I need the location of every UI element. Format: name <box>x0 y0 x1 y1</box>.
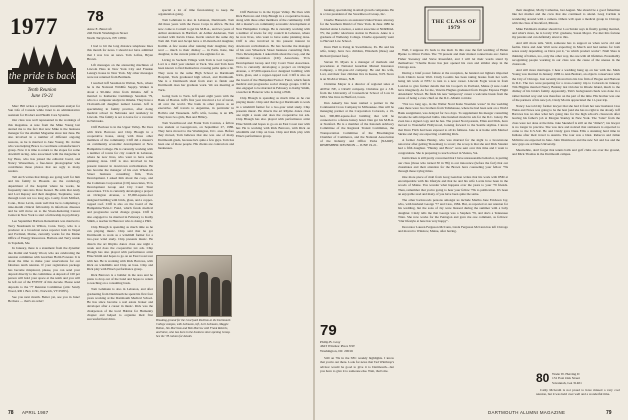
address-line: North Tarrytown, NY 10591 <box>87 35 127 40</box>
paragraph: Lift messages on the answering machines of Lincoln Hass in New York City and Frankie Leung's house in New York. My other messages were not returned from Bermuda. <box>87 62 153 80</box>
person-figure <box>175 274 184 316</box>
paragraph: Chip Blough is spending as much time as he can playing music. Chip said that he got Dartmouth to work as a windmill farmer for a two-year wind study. Chip presents music. He directs the art Rhymo dance class one night a week and does the cooperative tax ads. Chip Blough has also played with performance artist Elise Smith and hopes to go on an East Coast tour with her. He is working with Rick Barrows, with Rick on windmills and Chip on bass. Chip and Rick play with Elise's performance group. <box>87 224 153 272</box>
paragraph: Dave Hall is living in Swarthmore, Pa. He and his wife, Jenny, have two children, Elizabeth (three) and Richard (turned four). <box>320 45 394 58</box>
class-number-80: 80 <box>536 371 550 385</box>
paragraph: Decorator Lauren Ferguson McCann, Linda Ferguson McCann has left Chicago and moved to Winslow, Maine, after having. <box>398 224 508 234</box>
address-line: Philip B. Gray <box>320 340 341 344</box>
class-1979-column-start <box>320 8 394 204</box>
paragraph: Rick Barrows is a builder in the area and he plans to drop out of the band and hopes to return to teaching on a consulting basis. <box>87 272 153 286</box>
class-1977-column <box>8 104 80 404</box>
reunion-masthead <box>8 8 76 100</box>
paragraph: Nancy Lee told my former lawyer that she had it from her new husband. Lisa Weiss and Nowe was going to be the best (and she has no right to me about). Jeff Barrows has no idea what he's going into for the high school's classwork after leaving his father's job at Morgan Stanley in New York. The "tales" from the class were not done at the time. Jake Skenderf is still on the "dime's"; tax lawyer is no longer in practice. She was nice and noticed that stationers is expected to come to the U.S.S.R. He and Cindy gave Dana Ellis a stunning hard time in Indiana after their travel to Austria. The tour was a blast. Rebecca and Jamie McIntire are expected in June. John Westmoore and the new Sol and Joe and the new guys are at Duke University. <box>512 103 620 146</box>
right-page-number: 79 <box>606 410 612 416</box>
paragraph: See you next month. Better yet, see you in June! Be there — that's an order! <box>8 294 80 303</box>
paragraph: A former Joshua Hanley, who was married for the night to a brownstone renovator after getting 'Rosenberg to scour', the scoop is that she and Dick Stauder had a fifth daughter. "Hanley and Brow" were sent over this time and I want to congratulate. She is preparing to teach school in Vienna, VA. <box>398 137 508 155</box>
left-issue-date: APRIL 1987 <box>22 410 49 415</box>
masthead-banner: the pride is back <box>8 71 76 82</box>
paragraph: During a brief power failure at the reception, he handed out lighters imported from China's Great Wall. Cindy Loomis has been taking breaks from her well-being lab work at NYU to turn to a new career. Lincoln Fogle wrote in from London to give further details that his Cooper's in Portland, Maine (I sure could have imagined). As for me, Vencita Hughes graduated from People Express Flight Attendants' School. He finds his new 'temporary' career a welcome break from the stress of being a crew chief on the D.C.-Miami corridor. <box>398 70 508 101</box>
address-line: Washington, DC 20016 <box>320 348 353 353</box>
paragraph: Chip Blough is spending as much time as he can playing music. Chip said that he got Dartmouth to work as a windmill farmer for a two-year wind study. Chip presents music. He directs the art Rhymo dance class one night a week and does the cooperative tax ads. Chip Blough has also played with performance artist Elise Smith and hopes to go on an East Coast tour with her. He is working with Rick Barrows, with Rick on windmills and Chip on bass. Chip and Rick play with Elise's performance group. <box>236 96 310 139</box>
person-figure <box>163 278 172 316</box>
person-figure <box>187 276 196 316</box>
class-1979-column-end <box>512 8 620 368</box>
paragraph: Justin Rees is still pretty concerned that I have unreasonable behavior, is putting our class (those who turned 30 in '86) to our innocence (before the fact) that our classmates and their attention for the Brown have counseling your fellow '79s through these trying times. <box>398 156 508 174</box>
paragraph: their daughter, Molly Catherine, last August. She should be a good fisherman like her mother and the crew that she continued to attend. Greg Carlisle is wandering around with a camera. Others will open a medical group in Chicago with the class of Rockford, Illinois. <box>512 8 620 25</box>
class-1978-column-end <box>236 8 310 404</box>
address-line: 131 East Oak Street <box>552 376 580 381</box>
paragraph: Mike Feldman's mother should be: Lou Snider says in finally getting married, and what's more, he is lovely USC graduate, Susan Meyer. I've met this fortune my parents and can definitely attest to this. <box>512 26 620 40</box>
class-1979-column-opening <box>320 356 394 406</box>
reunion-dates: June 19-21 <box>30 94 54 99</box>
paragraph: The other backwoods persons amongst us include Martha Jane Erickson Jay, who, with husband George '77 and Cass, 1984. But, as reported at our reunion for his wedding, but the sons of Jay were blessed during the summer with a baby daughter. Cindy tells me that George was a Stephen '79, and she's a Tennessee Titan. She now works for the Pentagon and gave me one comment, as follows: "Our lifestyle at here has very happy". <box>398 197 508 224</box>
address-line: 4623 Windsor Place NW <box>320 344 355 349</box>
class-1978-column-continued <box>158 8 234 252</box>
left-page-number: 78 <box>8 410 14 416</box>
paragraph: "Not too long ago, in the Walter Nord Katie Woerlein wrote" In the wedding cake there were two brothers from Tallahassee, where he had been sent on a World Bank assignment, was delayed for two days. To supplement his meager consulting income he sells imported bulbs. One hundred model in ads for the D.C. lottery. He even has a signed copy and he has. The proud Nord parents, Ellen and Dick, have moved to Wonderful Hollywood, looking forward to the Seattle skyline. I know that Dave Fitch had been exposed to all its fullness. Jane is at home with Marisol Skrine and they are expecting a lambing Rick. <box>398 102 508 136</box>
class-secretary-address-80 <box>552 372 620 385</box>
paragraph: Our class was well represented in the workings of this magazine. A note from the Mike Young last alerted me to the fact that now Mike is the business manager for the Alumni Magazine since last June. He also involved in a number of different ongoing reasons, as he is married to Jane Young. Dr. Jordan who was helping Bruce to coordinate a manufacturer's group. Now it is time to return to the slopes for some downhill racing. Also associated with the magazine is Jay Hess, who has joined the editorial board, and Nancy Wasserman, a free-lance photographer who contributes those photos that are ugly to many readers. <box>8 118 80 174</box>
paragraph: Christine Meyer is a director of regional sales at ADVA/ NE, a CRAN company. Christine got a J.D. from the University of Connecticut School of Law in 1984. She lives in Hartford, Conn. <box>320 82 394 100</box>
paragraph: Living in Sachem Village with Tom is Lori Gaynor. Lori is a third year student at Tuck. She and Tom have been known to find themselves crossing paths quite a bit. They were in the same High School as Dartmouth Hospital, Tuck graduated high school, and Dartmouth. She is a Dartmouth ideal from start to finish and Dartmouth does her graduate work. We are meeting at Tuck. <box>158 57 234 92</box>
class-secretary-address-79 <box>320 340 392 353</box>
paragraph: banking, specializing in small growth companies. He is a vice president of the Swarthwood Group, Inc. <box>320 8 394 17</box>
paragraph: And still more tails. Well, someone has to support us when we're old and feeble. Dave and Ann Wall were expecting in March and had names for both sexes ready depending, as Dave put it, "as which product works". Niall Shea is thinking of babies, too, only the other way, the one with all lifetimes. Presumably recognizing people working in our class was the cause of the unease in the classroom. <box>512 40 620 67</box>
paragraph: Dan Aakerly has been named a partner in the Continental Cross Company in Milwaukee. Dan will be managing partner at the Corporation Colorado, a 19-bed, 300,000-square-foot building that will be connected to a future luxury hotel. Dan got his M.B.A. at Stanford. He is a member of the Katonah Advisory Committee of the Regional Transit Committee, the Transportation Committee of the Bloomington Chamber of Commerce, and the National Association of the Industry and Office Parks (NAIOP). REMEMBER: REUNION — JUNE 19-21. <box>320 100 394 148</box>
class-1980-column-opening <box>536 388 620 406</box>
paragraph: Tom Lehmann is also in Lebanon, and after graduating from Dartmouth he spent his first four years working at the Dartmouth Medical School. He has since become a real estate broker and developer after a career in music. Rick was the chairperson of the local Habitat for Humanity chapter and helped to organize their first successful fund drive. <box>87 287 153 322</box>
paragraph: I reached Jeff Sassman in Walton, Neb., where he is the National Wildlife Supply. Walker is about a 90-mile drive from Omaha. Jeff is married to Katherine Cummings Sassman '79, who is a computer analyst in Omaha. They have a 19-month-old daughter named Lauren. Jeff is specializing in family practice, after doing medical school in Nebraska and residency in Lincoln. The family is set to leave for a vacation in Nebraska. <box>87 81 153 124</box>
paragraph: special a lot of time fund-raising to keep the organization going. <box>158 8 234 17</box>
groundbreaking-photo <box>156 255 232 317</box>
paragraph: Cathy McGrath is not proud to have missed a very cool reunion, but it was held over well and a wonderful time. <box>536 388 620 397</box>
page-gutter <box>313 0 315 420</box>
paragraph: Lee September Barbara Reisenburn was married to Terry Nussbaum in Wilton, Conn. Terry, who is a producer at a broadcast news reporter both in Nepal and Portland, Maine, currently works for the Maine Office of Energy Resources. Barbara and Terry reside in Topsham, Me. <box>8 219 80 245</box>
paragraph: Marc Bill writes a properly investment analyst for Sun Life of Canada while Janet is an administrative assistant for Product and Health Care Systems. <box>8 104 80 117</box>
paragraph: Well, I suppose it's back to the mail. In this case the full wedding of Helen Bjerke to Oliver Pollan. The '79 present and their mutual connections are: Janice Fisher Sweeney and Steve Rosenfeld, and I will let their words stand by themselves: "Charlie Rowe has just opened his own and similar shop in the Chicago area. <box>398 48 508 69</box>
masthead-year: 1977 <box>10 14 58 39</box>
paragraph: Meanwhile, don't forget that tennis balls and golf clubs are over the ground, and Mick Thomas in the Dartmouth campus. <box>512 147 620 156</box>
person-figure <box>211 277 220 316</box>
paragraph: And still more marriages. I hear a wedding hung up on her with me. Mark Young was married in January 1986 to Ann Boshart, an objects conservator with the City of Chicago. Just recently moved into his law firm of Hogan and Hartson in D.C. The two were preparing for a cross-country trip to Colorado in January. Tim Higgins married Nancy Barkley last October in Rhode Island, much to the dismay of his bride's family. Apparently, Tim's background check was done in a rather hurried way and was therefore on the part of the time. His brother was one of the partners of his new job, Cindy Morris appreciated the 11-year trip. <box>512 68 620 102</box>
class-1979-column-middle <box>398 48 508 404</box>
person-figure <box>199 272 208 316</box>
paragraph: In January, there is a statement from the dynamic duo Romit and Sandy Wood, who are celebrating the reunion committee with Gretchen Holm Forester. It is about the time to make your reservations for our fabulous tenth reunion. If your registration package has become misplaced, please, you can send your deposit directly to the committee. A deposit of 100 per person will hold your space at the tenth and you will be left out of the EVENT of this decade. Please send deposits to the '77 Reunion Committee (attn: Sandy Wood, RD 1 Box 113C, Norwich, VT 05055). <box>8 246 80 293</box>
class-secretary-address-78 <box>87 27 153 40</box>
logo-text: THE CLASS OF 1979 <box>431 19 477 31</box>
paragraph: Cliff Barbour is in the Upper Valley. He lives with Rick Barrows and Chip Blough in a cooperative house, along with three other members of the community. Cliff did a master's on community economic development at New Hampshire College. He is currently working with a number of towns for city council in Lebanon, where he now lives, who want to have some planning done. Cliff is also involved in his present interest in downtown revitalization. He has become the manager of his own Wheelock Street business consulting firm, TGG Development. I asked him about the coop, and the Commons Corporation (CD) Associates, TCG Development Group and City Court Trust Associates. TCG is currently developing a project on Ovington Avenue, a 67,000-square-foot designed building with brick, glass, and a copper-topped roof. Cliff is also on the board of the Hampshire/Twin-C Fund, which funds medical and progressive social change groups. Cliff is also engaged to be married in February to Kathy Smith, a teacher in Hanover who is doing a PhD. <box>87 125 153 223</box>
paragraph: Tom Lehmann is also in Lebanon, Dartmouth. Tom did three years with the Peace Corps in Africa. He has now come to Cornell to get his M.B.A., and two years of Arthur Andersen in Hartford. At Arthur Andersen, Tom worked with Kevin Chase. Kevin started the same day Tom did. Tom and Jacqui have a 10-month-old daughter, Kaitlin. A few weeks after running their daughter, they wed — much to their dismay — in Paris. Kate, like daughter, is the current pride of the eighties for us. <box>158 18 234 57</box>
paragraph: Cliff Barbour is in the Upper Valley. He lives with Rick Barrows and Chip Blough in a cooperative house, along with three other members of the community. Cliff did a master's on community economic development at New Hampshire College. He is currently working with a number of towns for city council in Lebanon, where he now lives, who want to have some planning done. Cliff is also involved in his present interest in downtown revitalization. He has become the manager of his own Wheelock Street business consulting firm, TGG Development. I asked him about the coop, and the Commons Corporation (CD) Associates, TCG Development Group and City Court Trust Associates. TCG is currently developing a project on Ovington Avenue, a 67,000-square-foot designed building with brick, glass, and a copper-topped roof. Cliff is also on the board of the Hampshire/Twin-C Fund, which funds medical and progressive social change groups. Cliff is also engaged to be married in February to Kathy Smith, a teacher in Hanover who is doing a PhD. <box>236 9 310 95</box>
address-line: 246 North Washington Street <box>87 31 128 36</box>
paragraph: Still on 79s in the SEC weekly highlights. I know that you're out there. Look for news that Ted Winthrop's advisor would be good to give it to Dartmouth—but you have to give it to someone else. Wait, that's me. <box>320 356 394 373</box>
masthead-reunion <box>8 88 76 100</box>
photo-caption: Breaking ground for the Courtyard Pavilion at the Dartmouth College campus, with Lehmann, left, Lori Lehmann, Maggie Bolton, Jim Morrison and Bob Morrow with Frank Roberts, and Steve, who has been in the business since opening Group. See the '78 column for details. <box>156 318 231 338</box>
paragraph: Steven W. Myers is a manager of methods and procedures at National Guardian Mutual Insurance Company, a 60-year-old company. He and his wife, Lori, and their four children live in Keene, N.H. Steve is an NGM at Weare, N.H. <box>320 59 394 81</box>
class-1978-column <box>87 44 153 404</box>
class-number-78: 78 <box>87 8 104 25</box>
address-line: Savannah, GA 31401 <box>552 380 582 385</box>
paragraph: Tell Arch writes that things are going well for him and his family in Phoenix. As the cardiology department of the hospital where he works, he frequently runs into Dave Kessel. He adds that Andy and Lori Repasy and their daughter, Stephanie, were through town not too long ago. Lastly, from Milford, Conn., Dave Levin, stark well that he is completing a nine-month clinical fellowship in infectious diseases and he will move on to the Sloan-Kettering Cancer Center in New York to start a fellowship in psychiatry. <box>8 175 80 218</box>
reunion-title: Tenth Reunion <box>27 88 57 93</box>
pine-trees-illustration <box>12 42 76 70</box>
right-magazine-name: DARTMOUTH ALUMNI MAGAZINE <box>488 410 566 415</box>
person-figure <box>222 280 231 316</box>
class-1979-logo <box>424 6 484 44</box>
paragraph: Tom Swarthwood and Frank Tom Carolan, a fellow low student at Georgetown, on September 27, 1986. They have moved to the Washington, D.C. area. Before they moved, Tom believes that she was one of many Dartmouth grads, because he's quite a few guys. Tom has been one of those people. His clients are contractors and businesses. <box>158 120 234 151</box>
paragraph: One more piece of mail from Greg Gendron writes that his work with IBM at encomparable with his lifestyle and that he and his wife Lorrie have been in the woods of Maine. You wonder what happens over the years to your '79 friends. Then, remember that you're going to hear your fellow '79s to publication. It's been an enjoyable read and many of you have been quite the same. <box>398 174 508 196</box>
class-number-79: 79 <box>320 322 337 339</box>
address-line: Wade W. Herring II <box>552 372 580 376</box>
paragraph: I had to hit the long distance telephone lines this month for news. I should not have admitted that I was low on news. Tom Loftus, Bryan Brown. <box>87 44 153 61</box>
paragraph: Going back to Tuck. Jeff spent eight years with the Bank of Boston. Jeff's first year involved a lot of travel, all over the world. The bank in other places as an executive. Jeff travels to Argentina, in particular in Bolivia and Venezuela. Jeff's wife, Louise, is an RN. They have two girls, Ben and Hillary. <box>158 93 234 119</box>
address-line: Anne E. Bancroft <box>87 27 112 31</box>
paragraph: Charlie Hansen is an assistant United States attorney for the Southern District of New York. In June 1986 he married Anne Lovelace, a senior associate at NORMAL TV, the public television station in Boston. Anne is a graduate of Wellesley College. Charlie apparently went to Harvard Law School. <box>320 18 394 44</box>
